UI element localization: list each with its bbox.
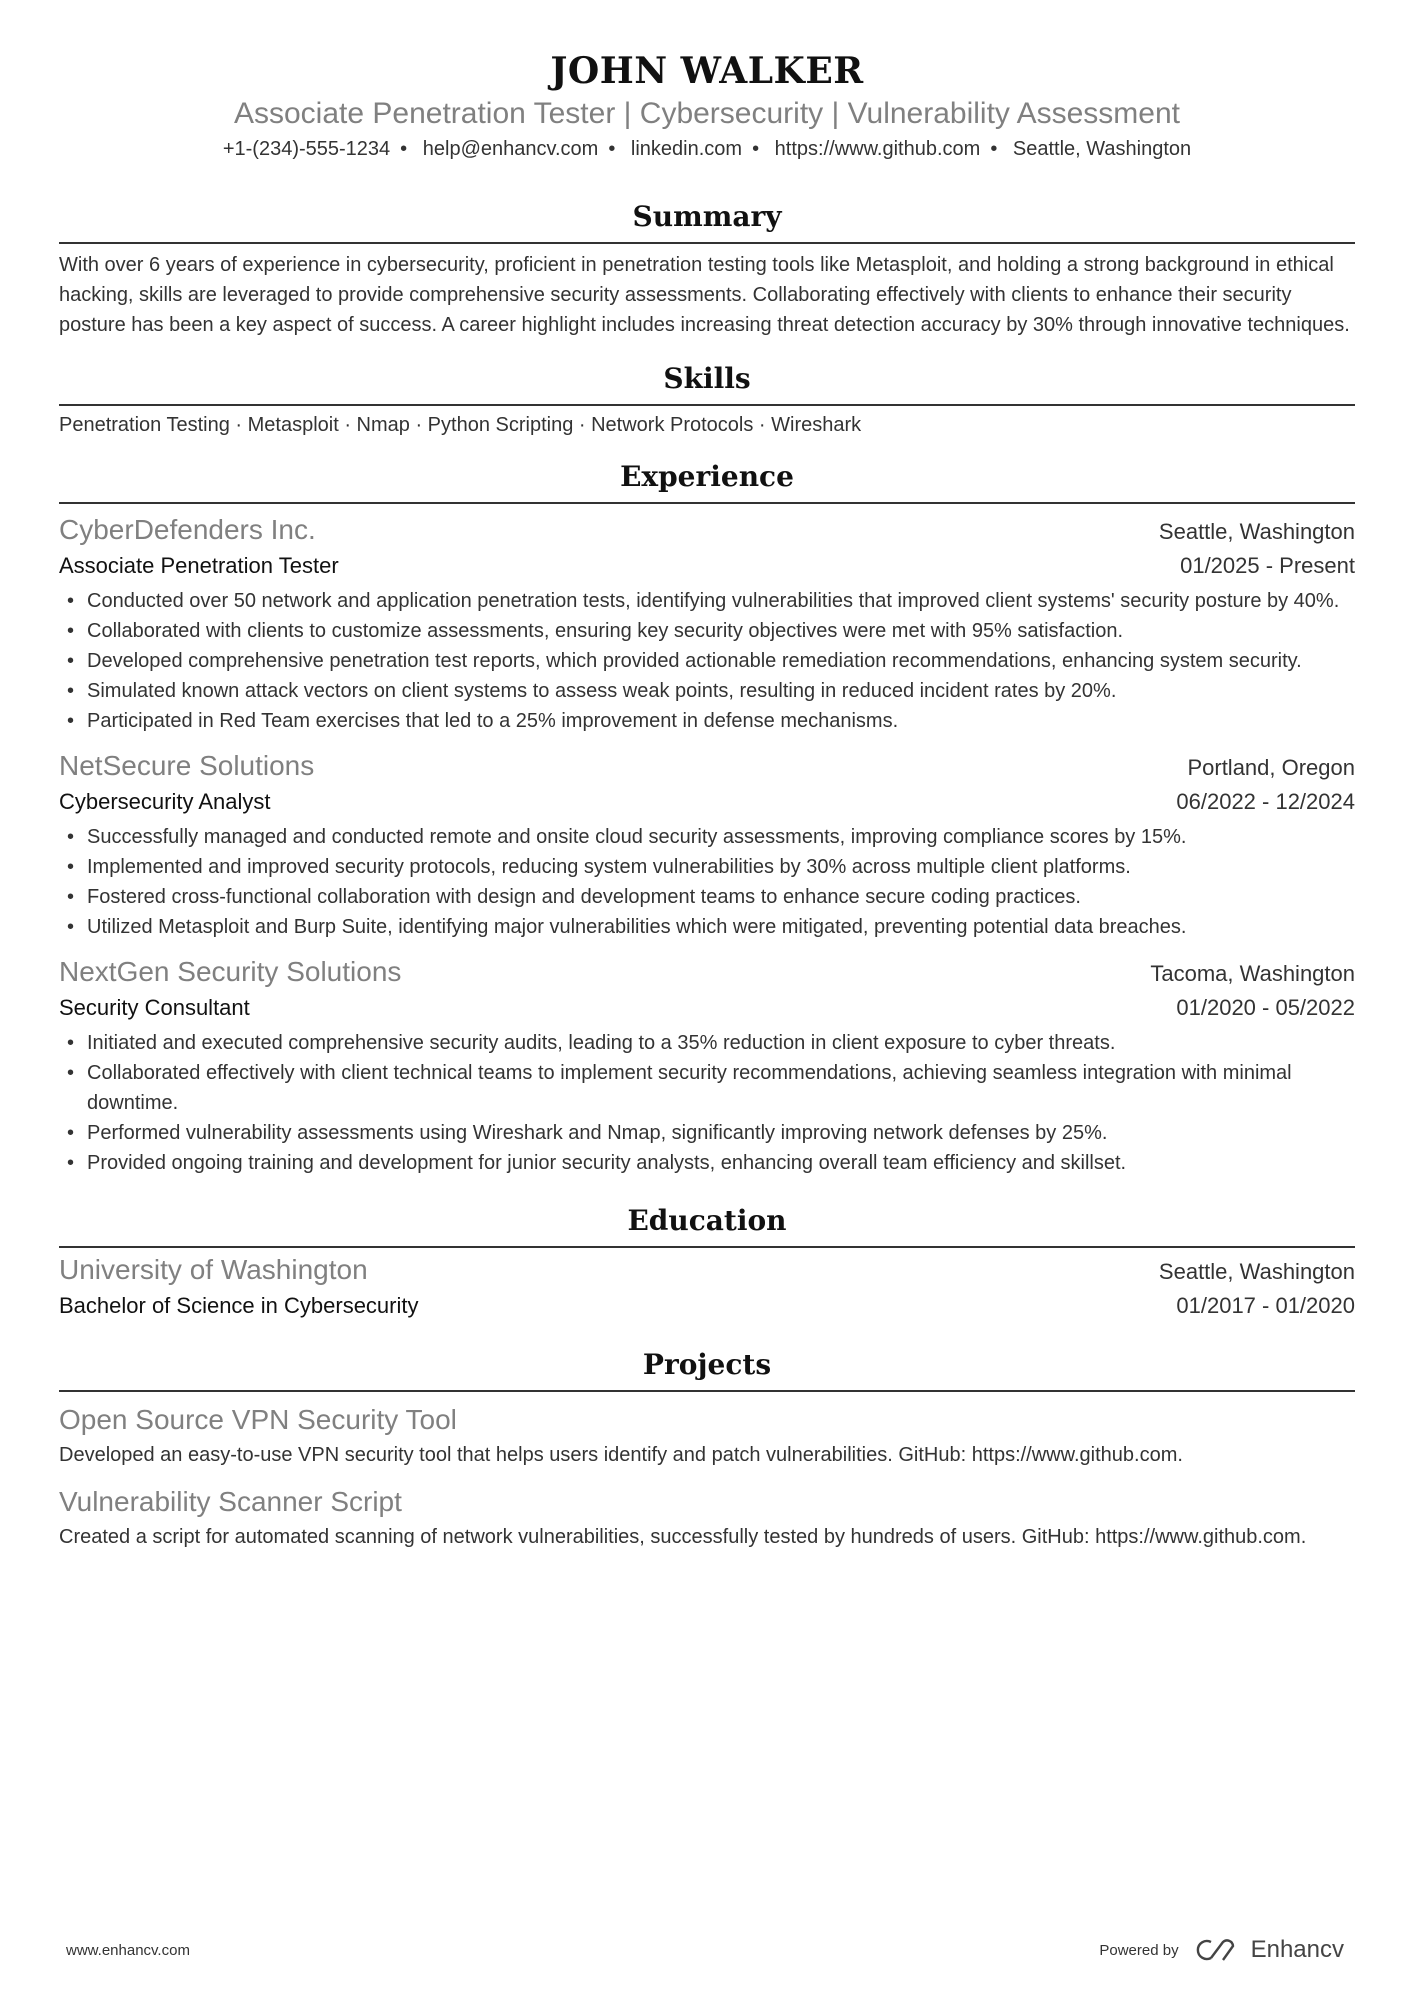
powered-by <box>1099 1936 1344 1964</box>
project-title: Open Source VPN Security Tool <box>59 1404 457 1435</box>
bullet-item: • Collaborated with clients to customize assessments, ensuring key security objectives were met with 95% satisfaction. <box>59 616 1355 646</box>
project-item <box>59 1482 1355 1552</box>
candidate-name: JOHN WALKER <box>550 50 864 92</box>
linkedin-link[interactable]: linkedin.com <box>630 138 743 160</box>
bullet-item: • Initiated and executed comprehensive security audits, leading to a 35% reduction in client exposure to cyber threats. <box>59 1028 1355 1058</box>
job-title: Cybersecurity Analyst <box>59 789 271 814</box>
job-location: Seattle, Washington <box>1158 519 1355 544</box>
job-bullets <box>59 1028 1355 1178</box>
section-title: Experience <box>59 458 1355 504</box>
bullet-item: • Simulated known attack vectors on client systems to assess weak points, resulting in reduced incident rates by 20%. <box>59 676 1355 706</box>
phone: +1-(234)-555-1234 <box>222 138 391 160</box>
contact-line: +1-(234)-555-1234 • help@enhancv.com • linkedin.com • https://www.github.com • Seattle, Washington <box>222 138 1192 160</box>
job-bullets <box>59 586 1355 736</box>
headline: Associate Penetration Tester | Cybersecurity | Vulnerability Assessment <box>233 97 1180 130</box>
footer <box>66 1936 1344 1964</box>
section-title: Skills <box>59 360 1355 406</box>
enhancv-logo-icon <box>1193 1937 1237 1963</box>
footer-website[interactable]: www.enhancv.com <box>66 1941 190 1959</box>
job-dates: 01/2020 - 05/2022 <box>1176 995 1355 1020</box>
bullet-item: • Utilized Metasploit and Burp Suite, identifying major vulnerabilities which were mitigated, preventing potential data breaches. <box>59 912 1355 942</box>
section-title: Education <box>59 1202 1355 1248</box>
bullet-item: • Collaborated effectively with client technical teams to implement security recommendations, achieving seamless integration with minimal downtime. <box>59 1058 1355 1118</box>
company-name: NetSecure Solutions <box>59 750 315 781</box>
job-bullets <box>59 822 1355 942</box>
job-title: Associate Penetration Tester <box>59 553 339 578</box>
job-entry <box>59 748 1355 942</box>
job-dates: 06/2022 - 12/2024 <box>1176 789 1355 814</box>
github-link[interactable]: https://www.github.com <box>774 138 981 160</box>
school-location: Seattle, Washington <box>1158 1259 1355 1284</box>
projects-section <box>59 1346 1355 1552</box>
bullet-item: • Developed comprehensive penetration test reports, which provided actionable remediation recommendations, enhancing system security. <box>59 646 1355 676</box>
bullet-item: • Successfully managed and conducted remote and onsite cloud security assessments, improving compliance scores by 15%. <box>59 822 1355 852</box>
education-dates: 01/2017 - 01/2020 <box>1176 1293 1355 1318</box>
company-name: CyberDefenders Inc. <box>59 514 316 545</box>
location: Seattle, Washington <box>1012 138 1192 160</box>
school-name: University of Washington <box>59 1254 368 1285</box>
section-title: Summary <box>59 198 1355 244</box>
job-location: Tacoma, Washington <box>1150 961 1355 986</box>
section-title: Projects <box>59 1346 1355 1392</box>
experience-section <box>59 458 1355 1178</box>
powered-by-label: Powered by <box>1099 1941 1179 1959</box>
job-dates: 01/2025 - Present <box>1180 553 1355 578</box>
job-location: Portland, Oregon <box>1187 755 1355 780</box>
degree: Bachelor of Science in Cybersecurity <box>59 1293 419 1318</box>
project-item <box>59 1400 1355 1470</box>
job-entry <box>59 954 1355 1178</box>
project-description: Created a script for automated scanning of network vulnerabilities, successfully tested by hundreds of users. GitHub: https://www.github.com. <box>59 1526 1307 1548</box>
skills-list: Penetration Testing · Metasploit · Nmap · Python Scripting · Network Protocols · Wireshark <box>59 414 862 436</box>
bullet-item: • Performed vulnerability assessments using Wireshark and Nmap, significantly improving network defenses by 25%. <box>59 1118 1355 1148</box>
brand-name: Enhancv <box>1250 1936 1344 1963</box>
summary-section <box>59 198 1355 340</box>
bullet-item: • Implemented and improved security protocols, reducing system vulnerabilities by 30% across multiple client platforms. <box>59 852 1355 882</box>
job-title: Security Consultant <box>59 995 250 1020</box>
skills-section <box>59 360 1355 440</box>
education-section <box>59 1202 1355 1322</box>
summary-text: With over 6 years of experience in cybersecurity, proficient in penetration testing tools like Metasploit, and holding a strong background in ethical hacking, skills are leveraged to provide comprehensive security assessments. Collaborating effectively with clients to enhance their security posture has been a key aspect of success. A career highlight includes increasing threat detection accuracy by 30% through innovative techniques. <box>59 254 1350 336</box>
company-name: NextGen Security Solutions <box>59 956 402 987</box>
project-description: Developed an easy-to-use VPN security tool that helps users identify and patch vulnerabilities. GitHub: https://www.github.com. <box>59 1444 1183 1466</box>
bullet-item: • Participated in Red Team exercises that led to a 25% improvement in defense mechanisms. <box>59 706 1355 736</box>
bullet-item: • Fostered cross-functional collaboration with design and development teams to enhance secure coding practices. <box>59 882 1355 912</box>
job-entry <box>59 512 1355 736</box>
bullet-item: • Provided ongoing training and development for junior security analysts, enhancing overall team efficiency and skillset. <box>59 1148 1355 1178</box>
project-title: Vulnerability Scanner Script <box>59 1486 402 1517</box>
bullet-item: • Conducted over 50 network and application penetration tests, identifying vulnerabilities that improved client systems' security posture by 40%. <box>59 586 1355 616</box>
email-link[interactable]: help@enhancv.com <box>422 138 599 160</box>
